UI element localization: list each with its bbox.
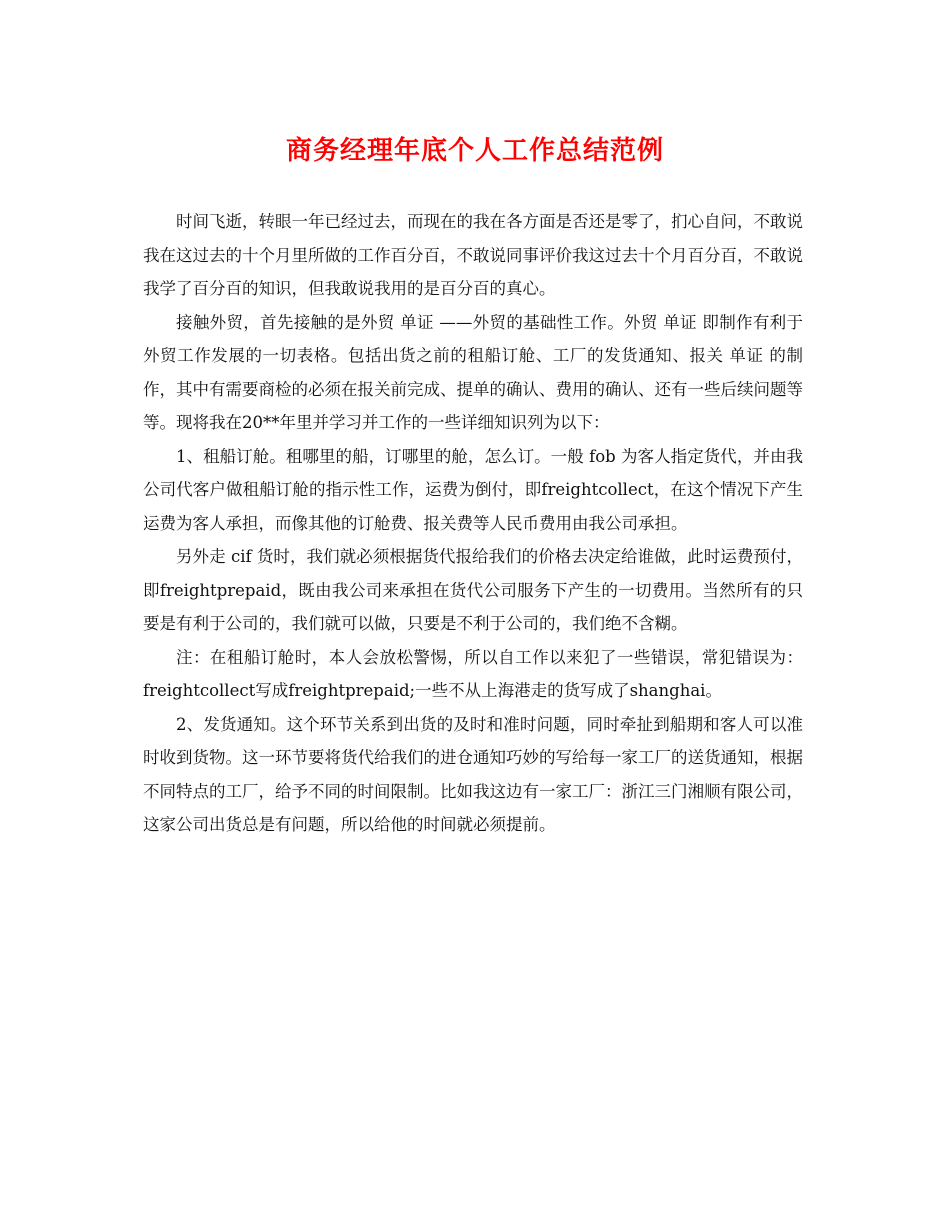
- paragraph-intro: 时间飞逝，转眼一年已经过去，而现在的我在各方面是否还是零了，扪心自问，不敢说我在这过去的十个月里所做的工作百分百，不敢说同事评价我这过去十个月百分百，不敢说我学了百分百的知识，但我敢说我用的是百分百的真心。: [143, 212, 803, 298]
- paragraph-note: 注：在租船订舱时，本人会放松警惕，所以自工作以来犯了一些错误，常犯错误为：freightcollect写成freightprepaid;一些不从上海港走的货写成了shanghai。: [143, 647, 803, 700]
- paragraph-cif: 另外走 cif 货时，我们就必须根据货代报给我们的价格去决定给谁做，此时运费预付，即freightprepaid，既由我公司来承担在货代公司服务下产生的一切费用。当然所有的只要是有利于公司的，我们就可以做，只要是不利于公司的，我们绝不含糊。: [143, 547, 803, 633]
- document-body: [143, 205, 803, 842]
- document-title: 商务经理年底个人工作总结范例: [285, 136, 664, 166]
- paragraph-shipping-notice: 2、发货通知。这个环节关系到出货的及时和准时问题，同时牵扯到船期和客人可以准时收到货物。这一环节要将货代给我们的进仓通知巧妙的写给每一家工厂的送货通知，根据不同特点的工厂，给予不同的时间限制。比如我这边有一家工厂：浙江三门湘顺有限公司，这家公司出货总是有问题，所以给他的时间就必须提前。: [143, 714, 803, 834]
- paragraph-booking: 1、租船订舱。租哪里的船，订哪里的舱，怎么订。一般 fob 为客人指定货代，并由我公司代客户做租船订舱的指示性工作，运费为倒付，即freightcollect，在这个情况下产生运费为客人承担，而像其他的订舱费、报关费等人民币费用由我公司承担。: [143, 446, 803, 533]
- paragraph-foreign-trade: 接触外贸，首先接触的是外贸 单证 ——外贸的基础性工作。外贸 单证 即制作有利于外贸工作发展的一切表格。包括出货之前的租船订舱、工厂的发货通知、报关 单证 的制作，其中有需要商检的必须在报关前完成、提单的确认、费用的确认、还有一些后续问题等等。现将我在20**年里并学习并工作的一些详细知识列为以下：: [143, 312, 803, 432]
